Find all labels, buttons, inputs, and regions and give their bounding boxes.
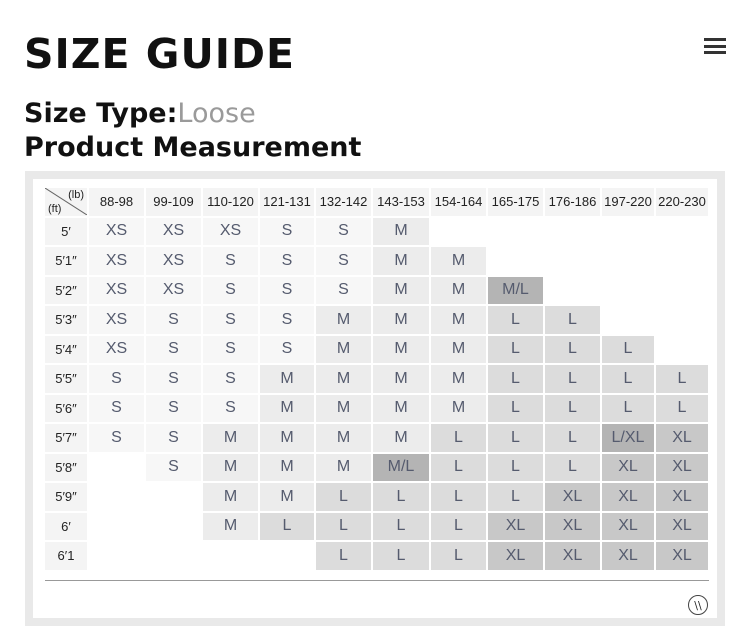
size-cell: XS <box>89 277 144 305</box>
divider <box>45 580 709 581</box>
size-cell: XL <box>602 513 654 541</box>
table-header-row <box>45 188 710 218</box>
page-title: SIZE GUIDE <box>24 30 296 78</box>
size-cell: XS <box>89 247 144 275</box>
size-cell: S <box>146 365 201 393</box>
size-cell: XL <box>656 454 708 482</box>
size-cell: S <box>260 247 314 275</box>
size-cell: M <box>316 336 371 364</box>
section-title: Product Measurement <box>24 132 362 163</box>
size-cell: L <box>373 542 429 570</box>
size-cell: M <box>316 454 371 482</box>
size-cell: M <box>373 424 429 452</box>
size-cell: M <box>431 365 486 393</box>
size-cell <box>89 483 144 511</box>
size-cell: L <box>602 336 654 364</box>
height-unit-label: (ft) <box>48 202 62 215</box>
size-cell: XL <box>656 483 708 511</box>
table-row <box>45 542 710 572</box>
height-row-header: 5′7″ <box>45 424 87 452</box>
size-cell: XS <box>146 218 201 246</box>
table-row <box>45 277 710 307</box>
size-cell: M <box>260 424 314 452</box>
weight-column-header: 154-164 <box>431 188 486 216</box>
size-cell: S <box>146 424 201 452</box>
height-row-header: 6′1 <box>45 542 87 570</box>
size-cell: L <box>545 395 600 423</box>
size-cell: L <box>488 306 543 334</box>
size-cell: XL <box>602 454 654 482</box>
size-type <box>24 96 256 132</box>
size-cell: XL <box>602 483 654 511</box>
weight-column-header: 197-220 <box>602 188 654 216</box>
size-cell: S <box>146 306 201 334</box>
size-cell <box>602 218 654 246</box>
size-cell <box>545 218 600 246</box>
size-cell: S <box>316 218 371 246</box>
size-cell: M <box>373 336 429 364</box>
size-cell: M <box>316 365 371 393</box>
size-cell <box>260 542 314 570</box>
size-cell <box>89 542 144 570</box>
weight-column-header: 99-109 <box>146 188 201 216</box>
table-row <box>45 454 710 484</box>
size-cell: XL <box>656 424 708 452</box>
weight-column-header: 220-230 <box>656 188 708 216</box>
size-cell: XS <box>89 336 144 364</box>
height-row-header: 5′6″ <box>45 395 87 423</box>
height-row-header: 5′4″ <box>45 336 87 364</box>
size-cell <box>656 277 708 305</box>
weight-column-header: 121-131 <box>260 188 314 216</box>
height-row-header: 5′2″ <box>45 277 87 305</box>
size-cell: L <box>545 365 600 393</box>
size-cell: L <box>373 483 429 511</box>
size-chart-frame <box>25 171 725 626</box>
size-cell: M <box>431 277 486 305</box>
size-cell: L <box>488 454 543 482</box>
size-cell: M <box>373 395 429 423</box>
size-cell: XL <box>488 542 543 570</box>
size-cell: M <box>431 306 486 334</box>
size-cell: M <box>260 483 314 511</box>
size-cell <box>431 218 486 246</box>
size-cell: M <box>316 395 371 423</box>
table-row <box>45 336 710 366</box>
size-cell: L/XL <box>602 424 654 452</box>
size-cell: M/L <box>488 277 543 305</box>
size-cell: S <box>316 277 371 305</box>
table-row <box>45 513 710 543</box>
size-cell: L <box>602 395 654 423</box>
size-cell: L <box>316 513 371 541</box>
size-cell: XS <box>146 277 201 305</box>
table-row <box>45 424 710 454</box>
size-cell: S <box>146 336 201 364</box>
height-row-header: 5′5″ <box>45 365 87 393</box>
size-cell <box>656 306 708 334</box>
size-cell: XL <box>602 542 654 570</box>
size-cell <box>146 542 201 570</box>
size-cell: M <box>260 454 314 482</box>
size-cell <box>656 247 708 275</box>
size-cell: L <box>431 513 486 541</box>
size-cell: S <box>203 336 258 364</box>
size-cell: L <box>431 483 486 511</box>
size-table <box>45 188 710 572</box>
size-cell: L <box>488 483 543 511</box>
size-cell: S <box>260 277 314 305</box>
size-cell <box>488 218 543 246</box>
size-cell: XL <box>545 483 600 511</box>
size-type-label: Size Type: <box>24 98 178 129</box>
size-cell: L <box>656 365 708 393</box>
weight-column-header: 132-142 <box>316 188 371 216</box>
size-cell: L <box>488 424 543 452</box>
height-row-header: 5′8″ <box>45 454 87 482</box>
size-cell: L <box>373 513 429 541</box>
size-cell <box>146 483 201 511</box>
size-cell: M <box>260 395 314 423</box>
size-chart <box>33 179 717 618</box>
size-cell: M <box>260 365 314 393</box>
size-cell: L <box>316 483 371 511</box>
size-cell <box>146 513 201 541</box>
brand-logo-icon: \\ <box>688 595 708 615</box>
size-cell: L <box>545 454 600 482</box>
size-cell: S <box>203 395 258 423</box>
hamburger-menu-icon[interactable] <box>704 38 726 54</box>
size-cell: L <box>488 365 543 393</box>
size-cell: XS <box>89 218 144 246</box>
size-cell <box>602 247 654 275</box>
size-cell: L <box>488 395 543 423</box>
table-corner <box>45 188 87 216</box>
size-cell <box>203 542 258 570</box>
size-cell <box>602 277 654 305</box>
size-cell <box>656 218 708 246</box>
size-cell: M <box>431 247 486 275</box>
height-row-header: 5′3″ <box>45 306 87 334</box>
size-cell: M <box>203 483 258 511</box>
table-row <box>45 483 710 513</box>
size-cell: M <box>316 424 371 452</box>
size-cell: L <box>545 336 600 364</box>
size-cell: S <box>89 424 144 452</box>
size-cell: M <box>203 424 258 452</box>
size-cell: M <box>203 513 258 541</box>
size-cell: L <box>260 513 314 541</box>
size-cell: M <box>316 306 371 334</box>
weight-column-header: 176-186 <box>545 188 600 216</box>
height-row-header: 5′1″ <box>45 247 87 275</box>
size-cell: XL <box>488 513 543 541</box>
size-cell: XL <box>656 542 708 570</box>
size-cell: M <box>431 336 486 364</box>
size-cell <box>89 513 144 541</box>
size-type-value: Loose <box>177 98 256 129</box>
size-cell: S <box>203 306 258 334</box>
weight-column-header: 143-153 <box>373 188 429 216</box>
size-cell: S <box>260 218 314 246</box>
size-cell <box>488 247 543 275</box>
height-row-header: 6′ <box>45 513 87 541</box>
size-cell: M <box>373 365 429 393</box>
size-cell: S <box>146 454 201 482</box>
size-cell: S <box>203 365 258 393</box>
table-row <box>45 218 710 248</box>
size-cell: M <box>373 247 429 275</box>
size-cell: L <box>431 542 486 570</box>
weight-unit-label: (lb) <box>68 189 84 201</box>
size-cell: M/L <box>373 454 429 482</box>
weight-column-header: 110-120 <box>203 188 258 216</box>
size-cell: S <box>89 395 144 423</box>
size-cell: S <box>260 336 314 364</box>
size-cell: XS <box>146 247 201 275</box>
table-row <box>45 395 710 425</box>
size-cell: L <box>545 424 600 452</box>
size-cell: XS <box>203 218 258 246</box>
size-cell <box>89 454 144 482</box>
size-cell <box>656 336 708 364</box>
size-cell <box>545 247 600 275</box>
size-cell: XL <box>545 513 600 541</box>
size-cell: XL <box>545 542 600 570</box>
size-cell: L <box>431 424 486 452</box>
size-cell: M <box>431 395 486 423</box>
size-cell: XL <box>656 513 708 541</box>
weight-column-header: 88-98 <box>89 188 144 216</box>
size-cell: S <box>260 306 314 334</box>
size-cell: XS <box>89 306 144 334</box>
size-cell: M <box>203 454 258 482</box>
height-row-header: 5′ <box>45 218 87 246</box>
size-cell: L <box>545 306 600 334</box>
size-cell: L <box>431 454 486 482</box>
size-cell: S <box>203 277 258 305</box>
size-cell <box>602 306 654 334</box>
size-cell: M <box>373 277 429 305</box>
size-cell: S <box>89 365 144 393</box>
size-cell <box>545 277 600 305</box>
size-cell: S <box>203 247 258 275</box>
size-cell: M <box>373 306 429 334</box>
weight-column-header: 165-175 <box>488 188 543 216</box>
size-cell: S <box>146 395 201 423</box>
size-cell: L <box>316 542 371 570</box>
table-row <box>45 247 710 277</box>
size-cell: L <box>488 336 543 364</box>
table-row <box>45 306 710 336</box>
height-row-header: 5′9″ <box>45 483 87 511</box>
size-cell: S <box>316 247 371 275</box>
size-cell: L <box>656 395 708 423</box>
size-cell: M <box>373 218 429 246</box>
size-cell: L <box>602 365 654 393</box>
table-row <box>45 365 710 395</box>
